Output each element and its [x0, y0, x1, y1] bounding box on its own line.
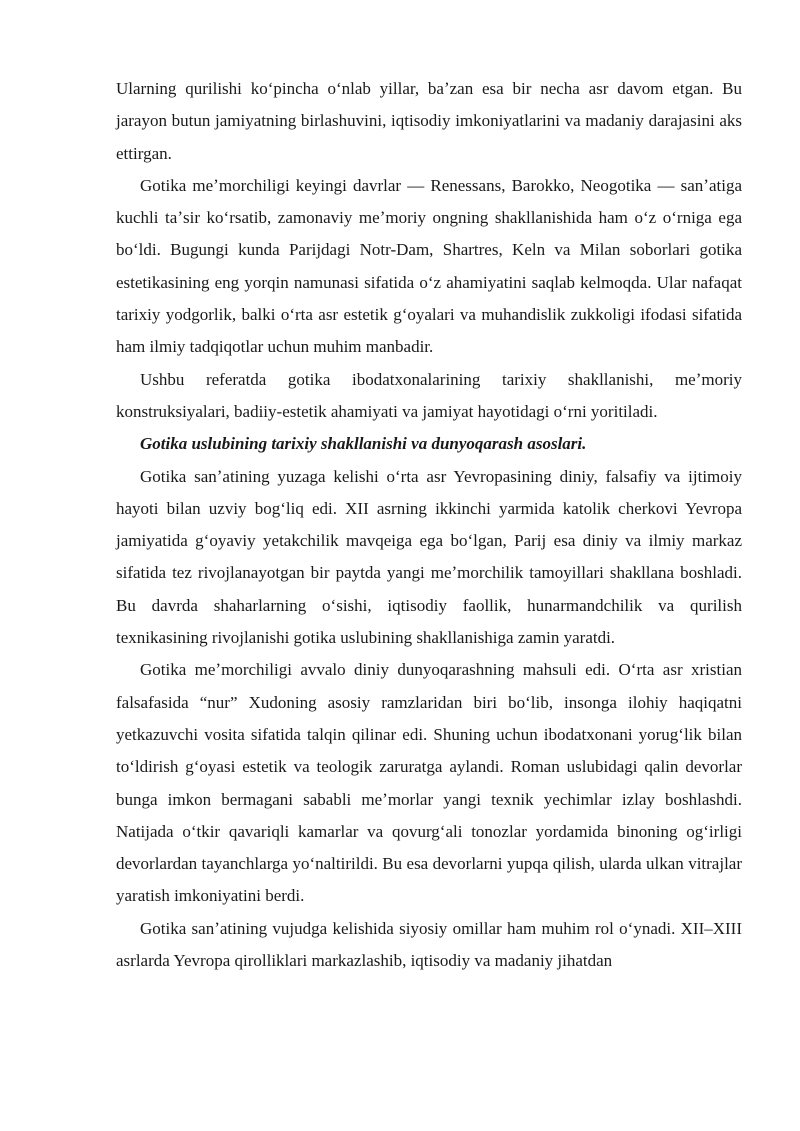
paragraph-gothic-influence: Gotika meʼmorchiligi keyingi davrlar — Renessans, Barokko, Neogotika — sanʼatiga kuchli taʼsir koʻrsatib, zamonaviy meʼmoriy ongning shakllanishida ham oʻz oʻrniga ega boʻldi. Bugungi kunda Parijdagi Notr-Dam, Shartres, Keln va Milan soborlari gotika estetikasining eng yorqin namunasi sifatida oʻz ahamiyatini saqlab kelmoqda. Ular nafaqat tarixiy yodgorlik, balki oʻrta asr estetik gʻoyalari va muhandislik zukkoligi ifodasi sifatida ham ilmiy tadqiqotlar uchun muhim manbadir. [116, 175, 742, 357]
paragraph-political-factors: Gotika sanʼatining vujudga kelishida siyosiy omillar ham muhim rol oʻynadi. XII–XIII asrlarda Yevropa qirolliklari markazlashib, iqtisodiy va madaniy jihatdan [116, 918, 742, 971]
paragraph-referat-scope: Ushbu referatda gotika ibodatxonalarining tarixiy shakllanishi, meʼmoriy konstruksiyalari, badiiy-estetik ahamiyati va jamiyat hayotidagi oʻrni yoritiladi. [116, 369, 742, 421]
document-page [116, 73, 742, 977]
paragraph-continuation: Ularning qurilishi koʻpincha oʻnlab yillar, baʼzan esa bir necha asr davom etgan. Bu jarayon butun jamiyatning birlashuvini, iqtisodiy imkoniyatlarini va madaniy darajasini aks ettirgan. [116, 79, 742, 163]
paragraph-religious-worldview: Gotika meʼmorchiligi avvalo diniy dunyoqarashning mahsuli edi. Oʻrta asr xristian falsafasida “nur” Xudoning asosiy ramzlaridan biri boʻlib, insonga ilohiy haqiqatni yetkazuvchi vosita sifatida talqin qilinar edi. Shuning uchun ibodatxonani yorugʻlik bilan toʻldirish gʻoyasi estetik va teologik zaruratga aylandi. Roman uslubidagi qalin devorlar bunga imkon bermagani sababli meʼmorlar yangi texnik yechimlar izlay boshlashdi. Natijada oʻtkir qavariqli kamarlar va qovurgʻali tonozlar yordamida binoning ogʻirligi devorlardan tayanchlarga yoʻnaltirildi. Bu esa devorlarni yupqa qilish, ularda ulkan vitrajlar yaratish imkoniyatini berdi. [116, 660, 742, 906]
section-heading: Gotika uslubining tarixiy shakllanishi va dunyoqarash asoslari. [140, 434, 587, 454]
paragraph-gothic-origins: Gotika sanʼatining yuzaga kelishi oʻrta asr Yevropasining diniy, falsafiy va ijtimoiy hayoti bilan uzviy bogʻliq edi. XII asrning ikkinchi yarmida katolik cherkovi Yevropa jamiyatida gʻoyaviy yetakchilik mavqeiga ega boʻlgan, Parij esa diniy va ilmiy markaz sifatida tez rivojlanayotgan bir paytda yangi meʼmorchilik tamoyillari shakllana boshladi. Bu davrda shaharlarning oʻsishi, iqtisodiy faollik, hunarmandchilik va qurilish texnikasining rivojlanishi gotika uslubining shakllanishiga zamin yaratdi. [116, 466, 742, 648]
